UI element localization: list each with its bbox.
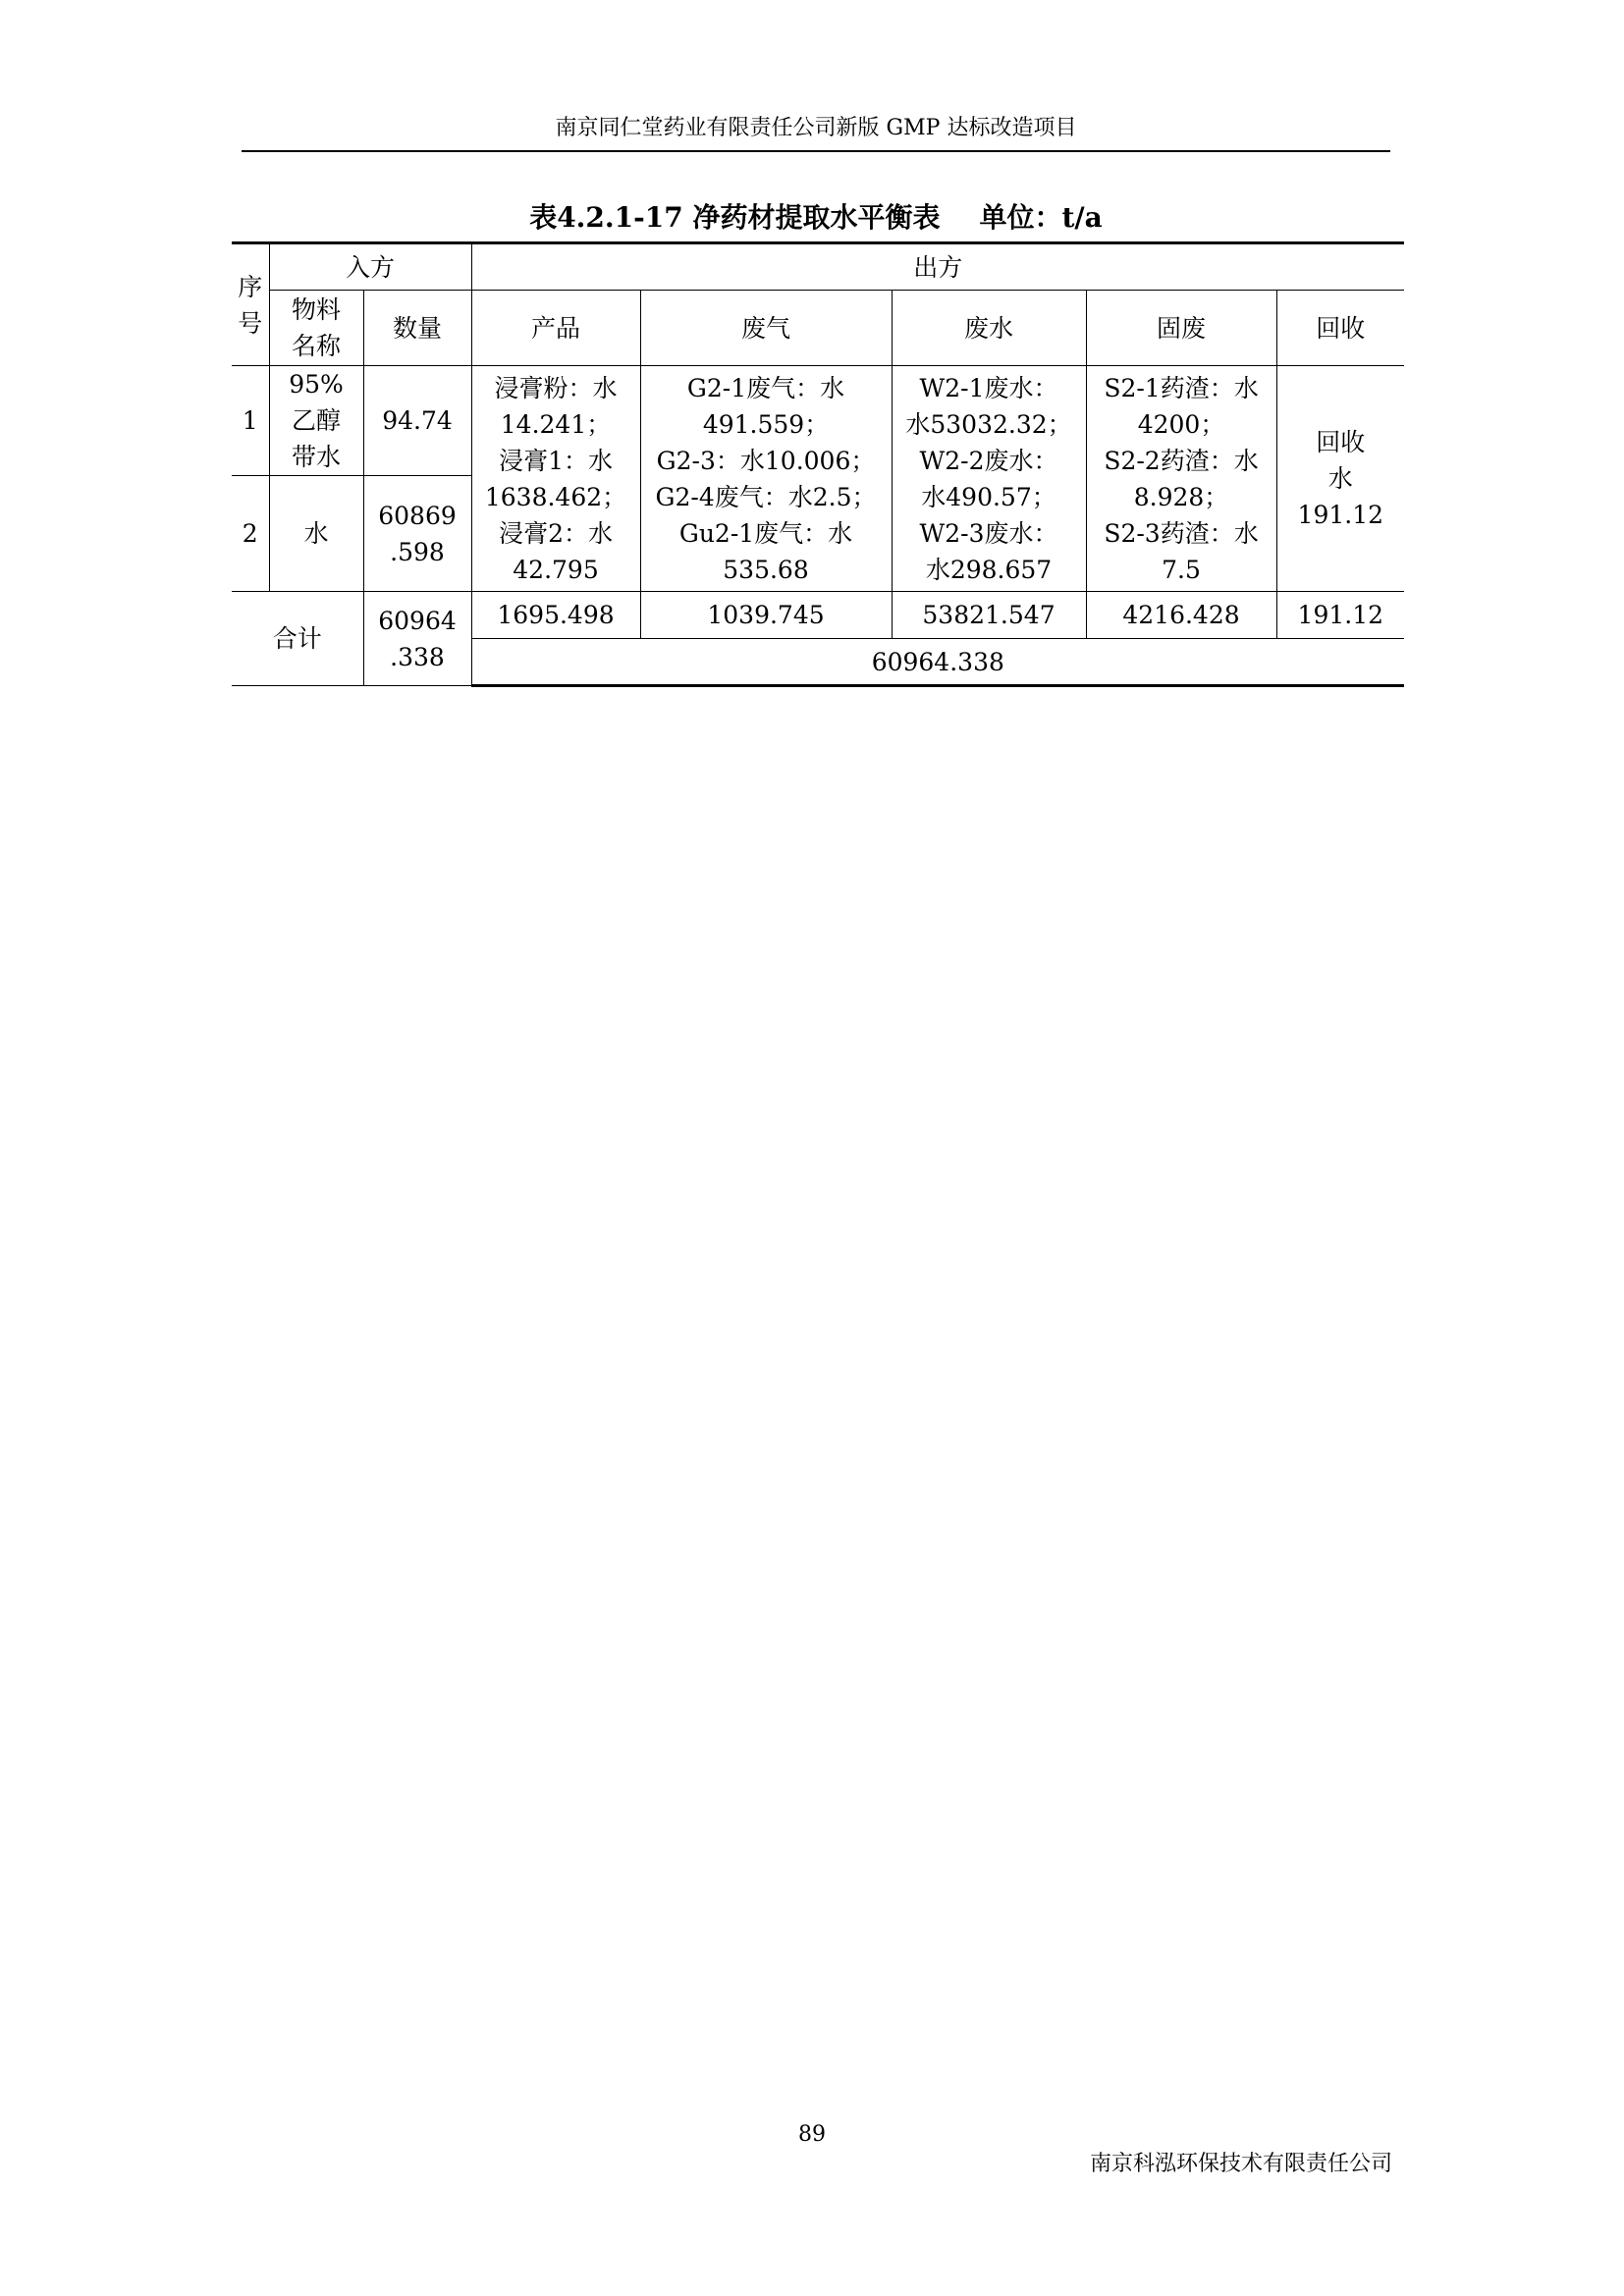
footer-company: 南京科泓环保技术有限责任公司	[1089, 2152, 1392, 2176]
header-solid-waste: 固废	[1086, 291, 1276, 366]
total-waste-gas: 1039.745	[640, 592, 892, 639]
output-waste-water: W2-1废水： 水53032.32； W2-2废水： 水490.57； W2-3废水： 水298.657	[892, 366, 1086, 592]
output-solid-waste: S2-1药渣：水 4200； S2-2药渣：水 8.928； S2-3药渣：水 7.5	[1086, 366, 1276, 592]
page-header: 南京同仁堂药业有限责任公司新版 GMP 达标改造项目	[555, 116, 1077, 140]
header-quantity: 数量	[363, 291, 471, 366]
row-seq: 1	[232, 366, 269, 476]
header-recycle: 回收	[1276, 291, 1404, 366]
header-rule	[242, 150, 1390, 152]
total-row	[232, 592, 1404, 639]
row-quantity: 94.74	[363, 366, 471, 476]
table-unit: 单位：t/a	[979, 201, 1103, 234]
header-input: 入方	[269, 243, 471, 291]
header-seq: 序 号	[232, 243, 269, 366]
table-title	[232, 198, 1400, 238]
row-material-name: 水	[269, 476, 363, 592]
total-solid-waste: 4216.428	[1086, 592, 1276, 639]
header-waste-gas: 废气	[640, 291, 892, 366]
output-waste-gas: G2-1废气：水 491.559； G2-3：水10.006； G2-4废气：水2.5； Gu2-1废气：水 535.68	[640, 366, 892, 592]
total-product: 1695.498	[471, 592, 640, 639]
total-output-sum: 60964.338	[471, 639, 1404, 686]
water-balance-table	[232, 241, 1404, 687]
page-number: 89	[798, 2122, 826, 2147]
total-waste-water: 53821.547	[892, 592, 1086, 639]
output-product: 浸膏粉：水 14.241； 浸膏1：水 1638.462； 浸膏2：水 42.795	[471, 366, 640, 592]
total-input-quantity: 60964 .338	[363, 592, 471, 686]
header-product: 产品	[471, 291, 640, 366]
row-material-name: 95% 乙醇 带水	[269, 366, 363, 476]
total-recycle: 191.12	[1276, 592, 1404, 639]
output-recycle: 回收 水 191.12	[1276, 366, 1404, 592]
table-row	[232, 366, 1404, 476]
row-quantity: 60869 .598	[363, 476, 471, 592]
table-title-text: 表4.2.1-17 净药材提取水平衡表	[529, 201, 941, 234]
header-output: 出方	[471, 243, 1404, 291]
total-label: 合计	[232, 592, 363, 686]
header-waste-water: 废水	[892, 291, 1086, 366]
row-seq: 2	[232, 476, 269, 592]
header-material-name: 物料 名称	[269, 291, 363, 366]
